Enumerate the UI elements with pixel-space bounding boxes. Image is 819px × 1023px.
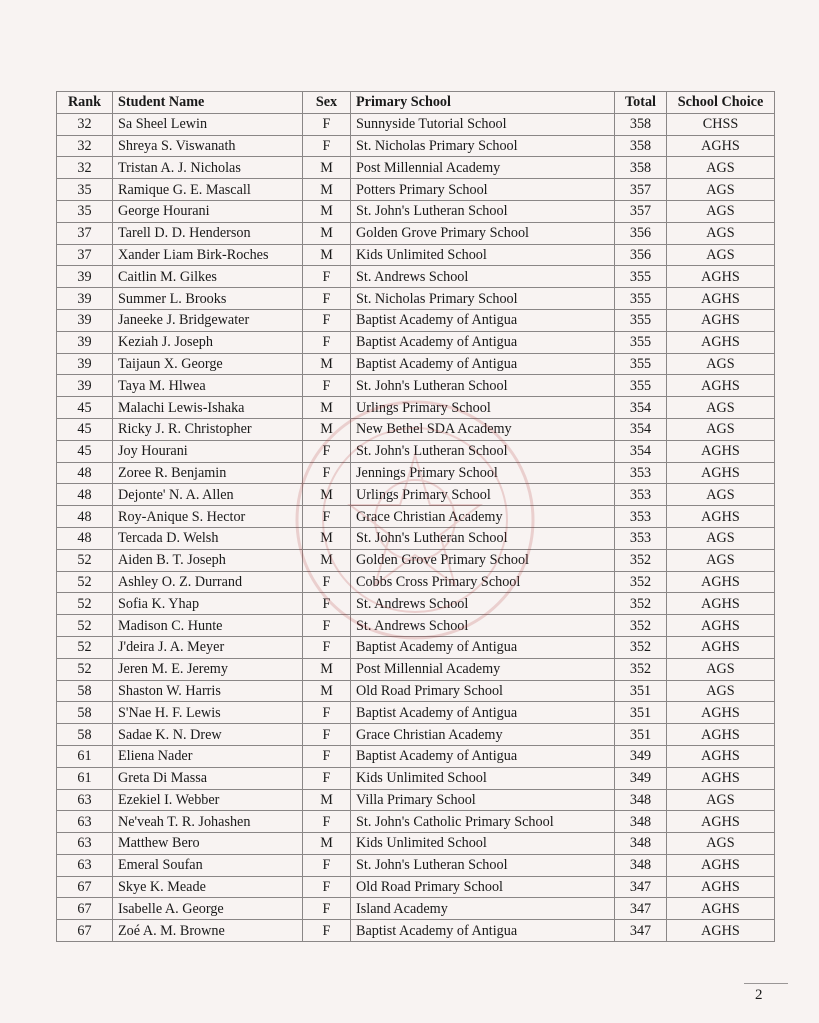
cell-sex: F (303, 745, 351, 767)
cell-school-choice: AGHS (667, 571, 775, 593)
cell-sex: F (303, 375, 351, 397)
header-rank: Rank (57, 92, 113, 114)
cell-rank: 58 (57, 724, 113, 746)
cell-school-choice: AGS (667, 833, 775, 855)
table-row (57, 767, 775, 789)
table-row (57, 353, 775, 375)
page-number: 2 (755, 987, 763, 1003)
cell-school-choice: AGHS (667, 593, 775, 615)
cell-primary-school: Golden Grove Primary School (351, 222, 615, 244)
footer-rule (744, 983, 788, 984)
cell-sex: M (303, 157, 351, 179)
cell-sex: F (303, 462, 351, 484)
cell-student-name: Shreya S. Viswanath (113, 135, 303, 157)
table-row (57, 876, 775, 898)
cell-total: 351 (615, 680, 667, 702)
cell-primary-school: St. John's Lutheran School (351, 200, 615, 222)
cell-student-name: Janeeke J. Bridgewater (113, 309, 303, 331)
cell-total: 357 (615, 179, 667, 201)
cell-primary-school: Island Academy (351, 898, 615, 920)
cell-school-choice: AGHS (667, 615, 775, 637)
cell-total: 352 (615, 571, 667, 593)
cell-total: 352 (615, 593, 667, 615)
cell-sex: M (303, 658, 351, 680)
cell-primary-school: Cobbs Cross Primary School (351, 571, 615, 593)
cell-sex: M (303, 680, 351, 702)
header-school-choice: School Choice (667, 92, 775, 114)
cell-student-name: Eliena Nader (113, 745, 303, 767)
cell-school-choice: AGHS (667, 898, 775, 920)
cell-student-name: Xander Liam Birk-Roches (113, 244, 303, 266)
cell-rank: 67 (57, 920, 113, 942)
cell-student-name: Jeren M. E. Jeremy (113, 658, 303, 680)
cell-school-choice: AGHS (667, 920, 775, 942)
cell-sex: M (303, 222, 351, 244)
table-row (57, 658, 775, 680)
cell-rank: 45 (57, 418, 113, 440)
table-row (57, 854, 775, 876)
cell-total: 355 (615, 288, 667, 310)
cell-student-name: Emeral Soufan (113, 854, 303, 876)
cell-primary-school: St. John's Lutheran School (351, 854, 615, 876)
table-row (57, 222, 775, 244)
cell-school-choice: AGS (667, 244, 775, 266)
cell-total: 352 (615, 615, 667, 637)
cell-rank: 48 (57, 484, 113, 506)
cell-total: 355 (615, 375, 667, 397)
cell-student-name: Tercada D. Welsh (113, 527, 303, 549)
table-row (57, 680, 775, 702)
cell-total: 352 (615, 636, 667, 658)
cell-rank: 32 (57, 135, 113, 157)
cell-primary-school: Old Road Primary School (351, 876, 615, 898)
cell-student-name: J'deira J. A. Meyer (113, 636, 303, 658)
cell-total: 358 (615, 135, 667, 157)
cell-sex: F (303, 593, 351, 615)
table-row (57, 331, 775, 353)
cell-school-choice: AGS (667, 179, 775, 201)
cell-primary-school: St. John's Catholic Primary School (351, 811, 615, 833)
cell-student-name: Ezekiel I. Webber (113, 789, 303, 811)
cell-primary-school: Sunnyside Tutorial School (351, 113, 615, 135)
cell-rank: 39 (57, 331, 113, 353)
cell-school-choice: CHSS (667, 113, 775, 135)
table-row (57, 549, 775, 571)
cell-primary-school: St. Andrews School (351, 615, 615, 637)
cell-total: 347 (615, 920, 667, 942)
cell-rank: 35 (57, 200, 113, 222)
cell-rank: 52 (57, 593, 113, 615)
cell-school-choice: AGHS (667, 876, 775, 898)
cell-school-choice: AGHS (667, 135, 775, 157)
cell-rank: 39 (57, 288, 113, 310)
cell-sex: F (303, 266, 351, 288)
cell-total: 355 (615, 309, 667, 331)
cell-sex: M (303, 244, 351, 266)
cell-primary-school: Villa Primary School (351, 789, 615, 811)
cell-school-choice: AGHS (667, 854, 775, 876)
cell-sex: F (303, 920, 351, 942)
cell-total: 349 (615, 745, 667, 767)
cell-total: 355 (615, 353, 667, 375)
cell-primary-school: Post Millennial Academy (351, 658, 615, 680)
cell-rank: 39 (57, 375, 113, 397)
cell-student-name: Isabelle A. George (113, 898, 303, 920)
cell-school-choice: AGHS (667, 506, 775, 528)
cell-total: 348 (615, 854, 667, 876)
cell-sex: M (303, 789, 351, 811)
table-row (57, 418, 775, 440)
cell-primary-school: Potters Primary School (351, 179, 615, 201)
cell-school-choice: AGS (667, 549, 775, 571)
cell-rank: 35 (57, 179, 113, 201)
cell-total: 352 (615, 549, 667, 571)
cell-school-choice: AGS (667, 200, 775, 222)
cell-rank: 52 (57, 549, 113, 571)
cell-sex: F (303, 135, 351, 157)
table-row (57, 702, 775, 724)
cell-rank: 32 (57, 113, 113, 135)
cell-student-name: Matthew Bero (113, 833, 303, 855)
cell-school-choice: AGHS (667, 636, 775, 658)
cell-sex: M (303, 353, 351, 375)
table-row (57, 506, 775, 528)
cell-primary-school: Urlings Primary School (351, 484, 615, 506)
cell-primary-school: Baptist Academy of Antigua (351, 331, 615, 353)
cell-sex: F (303, 702, 351, 724)
cell-student-name: Taya M. Hlwea (113, 375, 303, 397)
cell-school-choice: AGHS (667, 702, 775, 724)
table-row (57, 244, 775, 266)
table-row (57, 266, 775, 288)
cell-primary-school: St. Nicholas Primary School (351, 288, 615, 310)
cell-total: 358 (615, 113, 667, 135)
table-row (57, 745, 775, 767)
cell-primary-school: Post Millennial Academy (351, 157, 615, 179)
cell-student-name: Madison C. Hunte (113, 615, 303, 637)
cell-school-choice: AGHS (667, 462, 775, 484)
cell-sex: F (303, 331, 351, 353)
cell-primary-school: Baptist Academy of Antigua (351, 636, 615, 658)
cell-student-name: Caitlin M. Gilkes (113, 266, 303, 288)
table-row (57, 484, 775, 506)
cell-primary-school: Kids Unlimited School (351, 833, 615, 855)
table-row (57, 527, 775, 549)
cell-rank: 67 (57, 898, 113, 920)
cell-primary-school: New Bethel SDA Academy (351, 418, 615, 440)
cell-rank: 63 (57, 833, 113, 855)
cell-school-choice: AGS (667, 222, 775, 244)
cell-student-name: Greta Di Massa (113, 767, 303, 789)
cell-school-choice: AGHS (667, 331, 775, 353)
table-row (57, 615, 775, 637)
cell-school-choice: AGHS (667, 811, 775, 833)
cell-student-name: Zoree R. Benjamin (113, 462, 303, 484)
cell-student-name: George Hourani (113, 200, 303, 222)
table-row (57, 636, 775, 658)
header-sex: Sex (303, 92, 351, 114)
cell-rank: 58 (57, 680, 113, 702)
table-row (57, 462, 775, 484)
cell-school-choice: AGHS (667, 767, 775, 789)
table-row (57, 309, 775, 331)
cell-primary-school: Jennings Primary School (351, 462, 615, 484)
table-row (57, 200, 775, 222)
cell-sex: F (303, 288, 351, 310)
cell-student-name: Tristan A. J. Nicholas (113, 157, 303, 179)
table-row (57, 789, 775, 811)
cell-student-name: Sa Sheel Lewin (113, 113, 303, 135)
cell-rank: 48 (57, 506, 113, 528)
cell-primary-school: Baptist Academy of Antigua (351, 702, 615, 724)
table-row (57, 440, 775, 462)
cell-total: 355 (615, 266, 667, 288)
cell-school-choice: AGS (667, 353, 775, 375)
cell-total: 353 (615, 462, 667, 484)
cell-rank: 48 (57, 527, 113, 549)
header-student-name: Student Name (113, 92, 303, 114)
cell-student-name: Ricky J. R. Christopher (113, 418, 303, 440)
cell-rank: 52 (57, 636, 113, 658)
header-primary-school: Primary School (351, 92, 615, 114)
cell-student-name: Ramique G. E. Mascall (113, 179, 303, 201)
cell-primary-school: St. John's Lutheran School (351, 527, 615, 549)
cell-sex: F (303, 506, 351, 528)
cell-total: 357 (615, 200, 667, 222)
table-row (57, 724, 775, 746)
cell-rank: 45 (57, 440, 113, 462)
cell-student-name: Joy Hourani (113, 440, 303, 462)
cell-primary-school: St. John's Lutheran School (351, 440, 615, 462)
cell-total: 348 (615, 833, 667, 855)
cell-student-name: Skye K. Meade (113, 876, 303, 898)
cell-primary-school: St. Andrews School (351, 593, 615, 615)
table-row (57, 571, 775, 593)
cell-sex: M (303, 549, 351, 571)
table-header-row (57, 92, 775, 114)
cell-total: 348 (615, 789, 667, 811)
cell-school-choice: AGS (667, 157, 775, 179)
table-row (57, 397, 775, 419)
cell-sex: M (303, 484, 351, 506)
cell-student-name: Sadae K. N. Drew (113, 724, 303, 746)
cell-sex: F (303, 811, 351, 833)
cell-school-choice: AGHS (667, 288, 775, 310)
cell-sex: F (303, 636, 351, 658)
cell-school-choice: AGHS (667, 440, 775, 462)
cell-primary-school: St. Andrews School (351, 266, 615, 288)
cell-primary-school: Grace Christian Academy (351, 724, 615, 746)
cell-total: 353 (615, 506, 667, 528)
cell-student-name: S'Nae H. F. Lewis (113, 702, 303, 724)
cell-rank: 39 (57, 353, 113, 375)
cell-primary-school: Kids Unlimited School (351, 244, 615, 266)
cell-total: 356 (615, 222, 667, 244)
cell-school-choice: AGS (667, 680, 775, 702)
cell-rank: 52 (57, 571, 113, 593)
header-total: Total (615, 92, 667, 114)
cell-rank: 32 (57, 157, 113, 179)
cell-primary-school: Baptist Academy of Antigua (351, 920, 615, 942)
cell-total: 351 (615, 724, 667, 746)
results-table (56, 91, 775, 942)
table-row (57, 811, 775, 833)
cell-student-name: Zoé A. M. Browne (113, 920, 303, 942)
cell-rank: 45 (57, 397, 113, 419)
cell-student-name: Taijaun X. George (113, 353, 303, 375)
cell-rank: 67 (57, 876, 113, 898)
cell-total: 356 (615, 244, 667, 266)
cell-school-choice: AGS (667, 789, 775, 811)
cell-total: 351 (615, 702, 667, 724)
cell-rank: 61 (57, 767, 113, 789)
cell-sex: M (303, 179, 351, 201)
cell-total: 358 (615, 157, 667, 179)
cell-total: 349 (615, 767, 667, 789)
cell-total: 352 (615, 658, 667, 680)
cell-rank: 39 (57, 309, 113, 331)
cell-school-choice: AGS (667, 418, 775, 440)
cell-school-choice: AGHS (667, 724, 775, 746)
table-row (57, 898, 775, 920)
cell-rank: 61 (57, 745, 113, 767)
cell-total: 347 (615, 876, 667, 898)
table-row (57, 375, 775, 397)
cell-primary-school: St. Nicholas Primary School (351, 135, 615, 157)
cell-total: 355 (615, 331, 667, 353)
cell-total: 353 (615, 484, 667, 506)
cell-rank: 48 (57, 462, 113, 484)
cell-student-name: Tarell D. D. Henderson (113, 222, 303, 244)
table-row (57, 593, 775, 615)
cell-total: 353 (615, 527, 667, 549)
cell-sex: M (303, 527, 351, 549)
cell-rank: 52 (57, 658, 113, 680)
table-body (57, 113, 775, 941)
cell-student-name: Dejonte' N. A. Allen (113, 484, 303, 506)
cell-primary-school: Golden Grove Primary School (351, 549, 615, 571)
cell-primary-school: Baptist Academy of Antigua (351, 745, 615, 767)
cell-sex: M (303, 418, 351, 440)
cell-primary-school: Kids Unlimited School (351, 767, 615, 789)
cell-sex: M (303, 200, 351, 222)
table-row (57, 833, 775, 855)
cell-rank: 63 (57, 789, 113, 811)
cell-sex: F (303, 309, 351, 331)
cell-sex: F (303, 615, 351, 637)
cell-student-name: Summer L. Brooks (113, 288, 303, 310)
cell-total: 354 (615, 440, 667, 462)
cell-total: 354 (615, 397, 667, 419)
cell-student-name: Roy-Anique S. Hector (113, 506, 303, 528)
cell-sex: F (303, 898, 351, 920)
cell-school-choice: AGHS (667, 266, 775, 288)
cell-primary-school: Baptist Academy of Antigua (351, 309, 615, 331)
cell-total: 354 (615, 418, 667, 440)
cell-rank: 58 (57, 702, 113, 724)
cell-rank: 37 (57, 222, 113, 244)
cell-primary-school: Grace Christian Academy (351, 506, 615, 528)
table-row (57, 157, 775, 179)
cell-school-choice: AGS (667, 484, 775, 506)
cell-school-choice: AGHS (667, 375, 775, 397)
cell-primary-school: St. John's Lutheran School (351, 375, 615, 397)
cell-rank: 52 (57, 615, 113, 637)
cell-rank: 63 (57, 854, 113, 876)
cell-student-name: Keziah J. Joseph (113, 331, 303, 353)
table-row (57, 288, 775, 310)
cell-school-choice: AGS (667, 527, 775, 549)
cell-total: 347 (615, 898, 667, 920)
table-row (57, 113, 775, 135)
cell-sex: F (303, 440, 351, 462)
cell-primary-school: Old Road Primary School (351, 680, 615, 702)
table-row (57, 179, 775, 201)
table-row (57, 920, 775, 942)
cell-primary-school: Urlings Primary School (351, 397, 615, 419)
cell-sex: F (303, 876, 351, 898)
cell-total: 348 (615, 811, 667, 833)
cell-school-choice: AGHS (667, 745, 775, 767)
cell-sex: F (303, 724, 351, 746)
cell-rank: 39 (57, 266, 113, 288)
cell-primary-school: Baptist Academy of Antigua (351, 353, 615, 375)
cell-sex: M (303, 833, 351, 855)
cell-sex: M (303, 397, 351, 419)
cell-rank: 37 (57, 244, 113, 266)
cell-sex: F (303, 767, 351, 789)
cell-student-name: Aiden B. T. Joseph (113, 549, 303, 571)
cell-student-name: Sofia K. Yhap (113, 593, 303, 615)
cell-school-choice: AGS (667, 658, 775, 680)
cell-student-name: Ashley O. Z. Durrand (113, 571, 303, 593)
cell-student-name: Malachi Lewis-Ishaka (113, 397, 303, 419)
cell-rank: 63 (57, 811, 113, 833)
cell-sex: F (303, 854, 351, 876)
cell-school-choice: AGS (667, 397, 775, 419)
cell-student-name: Ne'veah T. R. Johashen (113, 811, 303, 833)
cell-sex: F (303, 571, 351, 593)
table-row (57, 135, 775, 157)
cell-student-name: Shaston W. Harris (113, 680, 303, 702)
cell-school-choice: AGHS (667, 309, 775, 331)
cell-sex: F (303, 113, 351, 135)
